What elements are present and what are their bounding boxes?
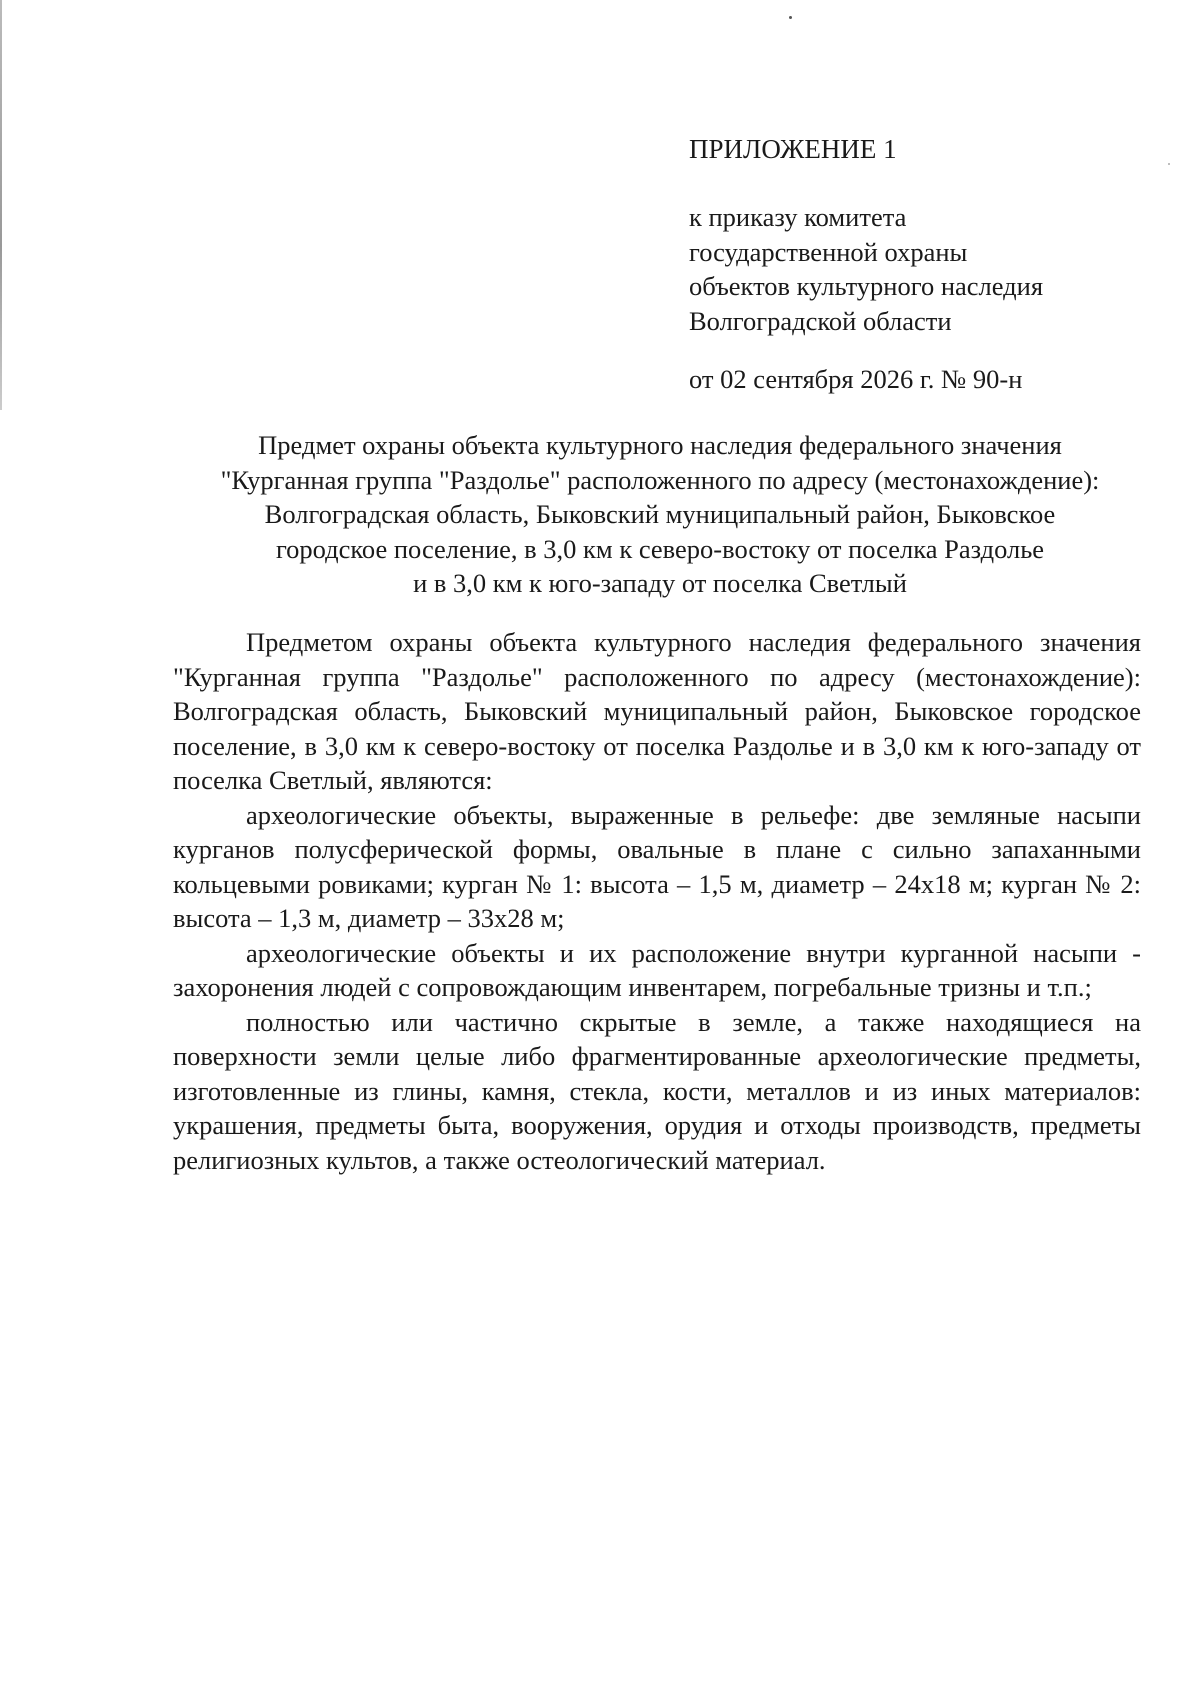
order-date: от 02 сентября 2026 г. № 90-н [689, 364, 1023, 394]
heading-line: городское поселение, в 3,0 км к северо-востоку от поселка Раздолье [275, 533, 1045, 564]
scan-edge-shadow [0, 0, 2, 410]
body-paragraph: Предметом охраны объекта культурного наследия федерального значения "Курганная группа "Раздолье" расположенного по адресу (местонахождение): Волгоградская область, Быковский муниципальный район, Быковское городское поселение, в 3,0 км к северо-востоку от поселка Раздолье и в 3,0 км к юго-западу от поселка Светлый, являются: [173, 627, 1141, 795]
appendix-line: объектов культурного наследия [689, 271, 1044, 301]
appendix-title: ПРИЛОЖЕНИЕ 1 [689, 134, 897, 164]
body-paragraph: археологические объекты и их расположение внутри курганной насыпи - захоронения людей с сопровождающим инвентарем, погребальные тризны и т.п.; [173, 937, 1141, 1002]
heading-line: "Курганная группа "Раздолье" расположенного по адресу (местонахождение): [220, 464, 1100, 495]
heading-line: Волгоградская область, Быковский муниципальный район, Быковское [264, 499, 1056, 529]
scan-speck [789, 16, 792, 19]
document-body [173, 625, 1141, 1177]
body-paragraph: археологические объекты, выраженные в рельефе: две земляные насыпи курганов полусферической формы, овальные в плане с сильно запаханными кольцевыми ровиками; курган № 1: высота – 1,5 м, диаметр – 24x18 м; курган № 2: высота – 1,3 м, диаметр – 33x28 м; [173, 799, 1141, 933]
scan-speck [1168, 163, 1170, 165]
heading-line: и в 3,0 км к юго-западу от поселка Светлый [413, 568, 907, 598]
appendix-reference [689, 200, 1169, 338]
body-paragraph: полностью или частично скрытые в земле, а также находящиеся на поверхности земли целые либо фрагментированные археологические предметы, изготовленные из глины, камня, стекла, кости, металлов и из иных материалов: украшения, предметы быта, вооружения, орудия и отходы производств, предметы религиозных культов, а также остеологический материал. [173, 1006, 1141, 1175]
appendix-line: Волгоградской области [689, 305, 952, 336]
appendix-line: к приказу комитета [689, 202, 907, 232]
document-heading [170, 428, 1150, 601]
appendix-line: государственной охраны [689, 236, 968, 267]
heading-line: Предмет охраны объекта культурного наследия федерального значения [258, 430, 1062, 460]
